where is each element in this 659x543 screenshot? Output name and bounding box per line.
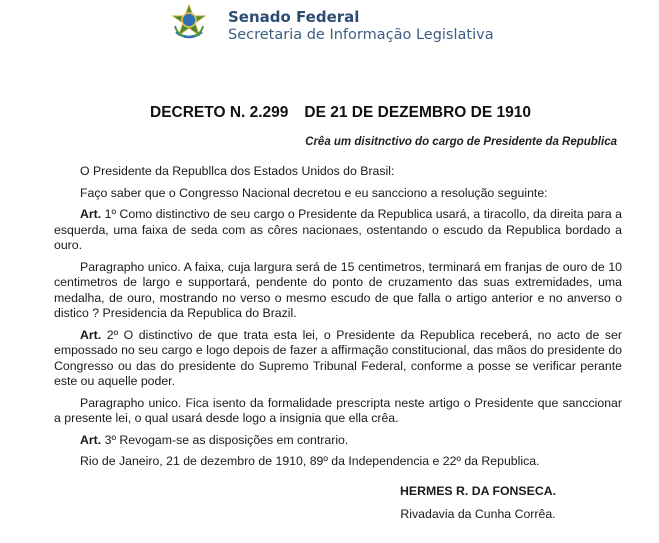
paragraph-text: Faço saber que o Congresso Nacional decretou e eu sancciono a resolução seguinte: — [80, 185, 548, 200]
paragraph-text: Rio de Janeiro, 21 de dezembro de 1910, 89º da Independencia e 22º da Republica. — [80, 454, 540, 468]
closing-date — [54, 454, 622, 470]
paragraph-text: 1º Como distinctivo de seu cargo o Presidente da Republica usará, a tiracollo, da direita para a esquerda, uma faixa de seda com as côres nacionaes, ostentando o escudo da Republica bordado a ouro. — [54, 207, 622, 252]
paragraph-text: Paragrapho unico. Fica isento da formalidade prescripta neste artigo o Presidente que sanccionar a presente lei, o qual usará desde logo a insignia que ella crêa. — [54, 395, 622, 425]
decree-date: DE 21 DE DEZEMBRO DE 1910 — [304, 104, 531, 121]
document-subtitle: Crêa um disitnctivo do cargo de Presidente da Republica — [305, 136, 617, 148]
document-body — [54, 0, 622, 543]
paragraph-text: 2º O distinctivo de que trata esta lei, o Presidente da Republica receberá, no acto de ser empossado no seu cargo e logo depois de fazer a affirmação constitucional, das mãos do presidente do Congresso ou das do presidente do Supremo Tribunal Federal, conforme a posse se verificar perante este ou aquelle poder. — [54, 327, 622, 388]
article-3 — [54, 433, 622, 449]
paragraph-text: 3º Revogam-se as disposições em contrario. — [104, 432, 349, 447]
org-subtitle: Secretaria de Informação Legislativa — [228, 27, 494, 43]
article-1 — [54, 207, 622, 254]
paragraph-text: Paragrapho unico. A faixa, cuja largura será de 15 centimetros, terminará em franjas de ouro de 10 centimetros de largo e supportará, pendente do ponto de cruzamento das suas extremidades, uma medalha, de ouro, mostrando no verso o mesmo escudo de que falla o artigo anterior e no anverso o distico ? Presidencia da Republica do Brazil. — [54, 259, 622, 320]
paragraph-text: O Presidente da Republlca dos Estados Unidos do Brasil: — [80, 164, 395, 178]
article-label: Art. — [80, 327, 102, 342]
paragraph — [54, 396, 622, 427]
paragraph — [54, 260, 622, 322]
paragraph — [54, 164, 622, 180]
article-2 — [54, 328, 622, 390]
paragraph — [54, 186, 622, 202]
signature-president: HERMES R. DA FONSECA. — [400, 483, 556, 498]
org-name: Senado Federal — [228, 8, 360, 26]
decree-number: DECRETO N. 2.299 — [150, 104, 289, 121]
article-label: Art. — [80, 432, 102, 447]
article-label: Art. — [80, 207, 102, 221]
signature-minister: Rivadavia da Cunha Corrêa. — [400, 507, 556, 521]
